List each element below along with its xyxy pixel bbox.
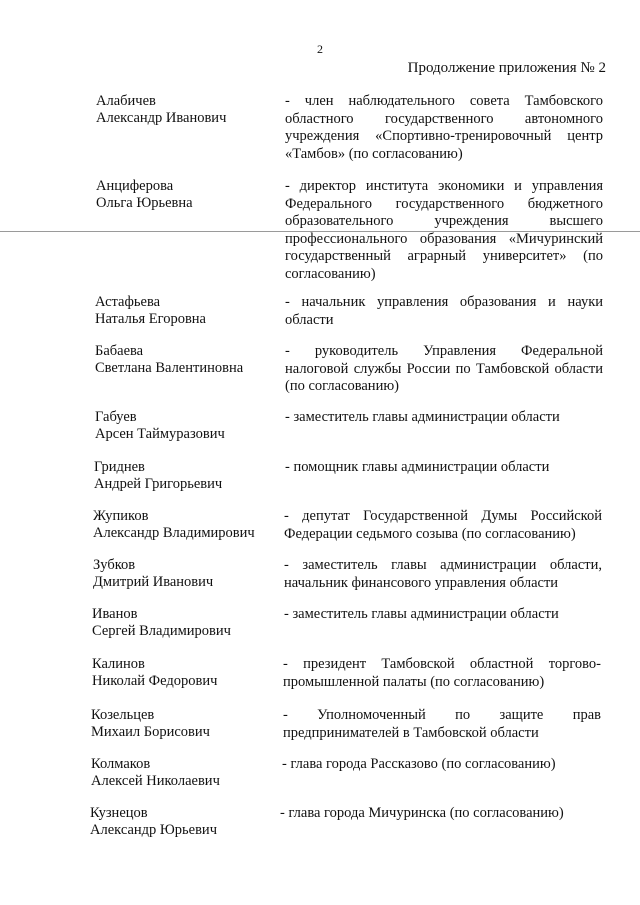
surname: Астафьева [95, 294, 161, 310]
position-description: - помощник главы администрации области [285, 459, 550, 475]
surname: Кузнецов [90, 805, 148, 821]
given-name: Наталья Егоровна [95, 311, 206, 327]
position-description: - глава города Рассказово (по согласованию) [282, 756, 556, 772]
position-description: - начальник управления образования и науки области [285, 294, 603, 328]
person-name [95, 343, 285, 377]
given-name: Александр Иванович [96, 110, 227, 126]
position-description: - Уполномоченный по защите прав предпринимателей в Тамбовской области [283, 707, 601, 741]
person-name [96, 178, 286, 212]
person-name [93, 508, 283, 542]
given-name: Алексей Николаевич [91, 773, 220, 789]
surname: Козельцев [91, 707, 155, 723]
given-name: Александр Юрьевич [90, 822, 217, 838]
position-description: - директор института экономики и управления Федерального государственного бюджетного образовательного учреждения высшего профессионального образования «Мичуринский государственный аграрный университет» (по согласованию) [285, 178, 603, 282]
surname: Алабичев [96, 93, 156, 109]
surname: Зубков [93, 557, 136, 573]
given-name: Михаил Борисович [91, 724, 210, 740]
surname: Габуев [95, 409, 137, 425]
person-name [92, 656, 282, 690]
position-description: - руководитель Управления Федеральной налоговой службы России по Тамбовской области (по согласованию) [285, 343, 603, 395]
person-name [95, 409, 285, 443]
surname: Гриднев [94, 459, 145, 475]
person-name [95, 294, 285, 328]
surname: Калинов [92, 656, 145, 672]
person-name [92, 606, 282, 640]
given-name: Дмитрий Иванович [93, 574, 214, 590]
given-name: Сергей Владимирович [92, 623, 231, 639]
given-name: Андрей Григорьевич [94, 476, 223, 492]
position-description: - депутат Государственной Думы Российской Федерации седьмого созыва (по согласованию) [284, 508, 602, 542]
surname: Анциферова [96, 178, 174, 194]
given-name: Александр Владимирович [93, 525, 255, 541]
surname: Бабаева [95, 343, 144, 359]
appendix-header: Продолжение приложения № 2 [407, 60, 606, 76]
person-name [90, 805, 280, 839]
given-name: Ольга Юрьевна [96, 195, 193, 211]
surname: Иванов [92, 606, 138, 622]
position-description: - заместитель главы администрации области [284, 606, 559, 622]
surname: Жупиков [93, 508, 149, 524]
position-description: - член наблюдательного совета Тамбовского областного государственного автономного учреждения «Спортивно-тренировочный центр «Тамбов» (по согласованию) [285, 93, 603, 162]
person-name [91, 707, 281, 741]
position-description: - заместитель главы администрации области, начальник финансового управления области [284, 557, 602, 591]
given-name: Светлана Валентиновна [95, 360, 244, 376]
given-name: Арсен Таймуразович [95, 426, 225, 442]
person-name [93, 557, 283, 591]
surname: Колмаков [91, 756, 151, 772]
position-description: - президент Тамбовской областной торгово-промышленной палаты (по согласованию) [283, 656, 601, 690]
given-name: Николай Федорович [92, 673, 218, 689]
person-name [91, 756, 281, 790]
position-description: - глава города Мичуринска (по согласованию) [280, 805, 564, 821]
position-description: - заместитель главы администрации области [285, 409, 560, 425]
page-number: 2 [317, 42, 323, 56]
person-name [94, 459, 284, 493]
person-name [96, 93, 286, 127]
